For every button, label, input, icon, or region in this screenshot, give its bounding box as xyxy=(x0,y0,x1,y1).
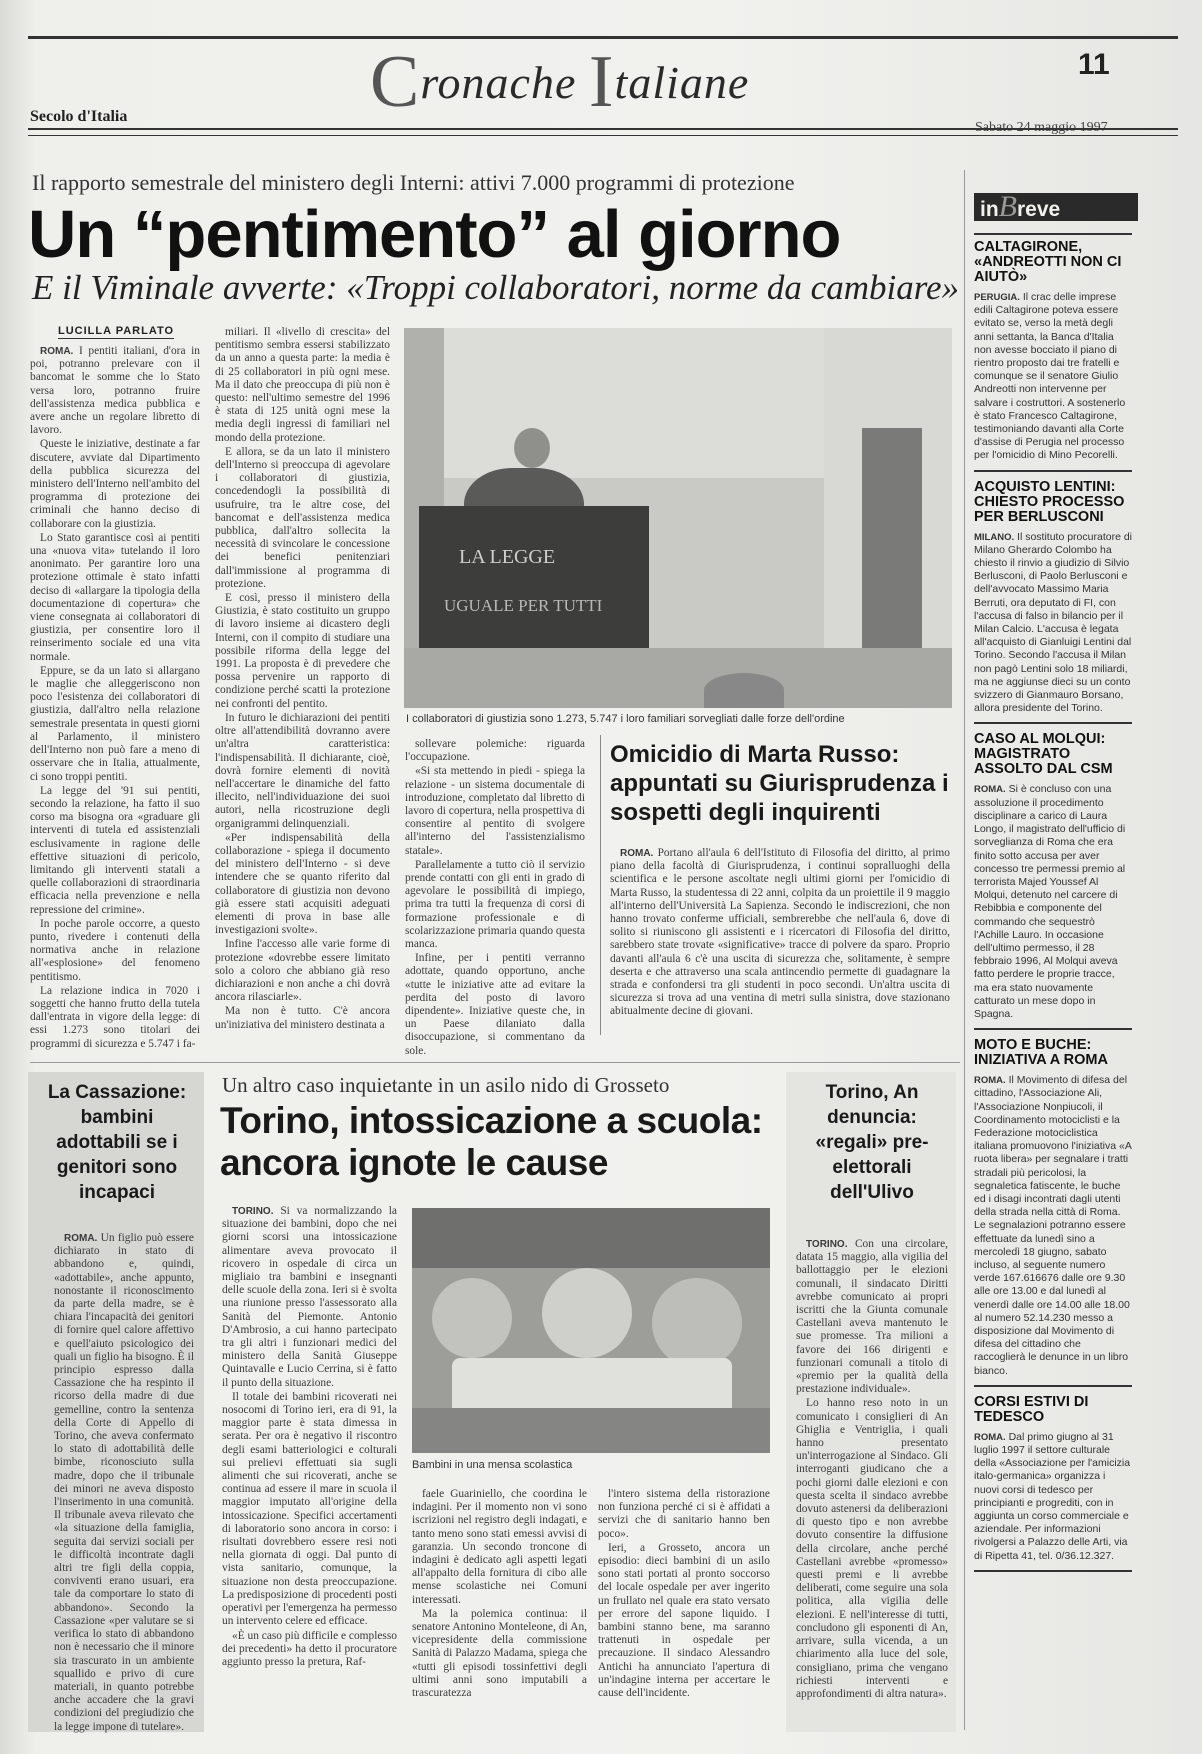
paragraph-text: Eppure, se da un lato si allargano le maglie che alleggeriscono non poco l'esistenza dei collaboratori di giustizia, dall'altro nella relazione semestrale presentata in questi giorni al Parlamento, il ministero dell'Interno non può fare a meno di osservare che in Italia, attualmente, ci sono troppi pentiti. xyxy=(30,664,200,783)
paragraph-text: «Per indispensabilità della collaborazione - spiega il documento del ministero dell'Interno - si deve intendere che se quanto riferito dal collaboratore di giustizia non devono già essere stati acquisiti adeguati elementi di prova in base alle investigazioni svolte». xyxy=(215,831,390,937)
header-rule-thin xyxy=(28,135,1178,136)
paragraph xyxy=(796,1238,948,1396)
lead-photo xyxy=(404,328,952,708)
brevi-item xyxy=(974,732,1132,1030)
marta-russo-headline: Omicidio di Marta Russo: appuntati su Giurisprudenza i sospetti degli inquirenti xyxy=(610,741,949,826)
lead-subhead: E il Viminale avverte: «Troppi collaboratori, norme da cambiare» xyxy=(32,268,960,307)
paragraph-text: Ma la polemica continua: il senatore Antonino Monteleone, di An, vicepresidente della commissione Sanità di Palazzo Madama, spiega che «tutti gli episodi tossinfettivi degli ultimi anni sono imputabili a trascuratezza xyxy=(412,1607,587,1700)
lead-column-3 xyxy=(405,738,585,1057)
torino-photo-caption: Bambini in una mensa scolastica xyxy=(412,1459,573,1471)
dateline: PERUGIA. xyxy=(974,292,1020,303)
torino-kicker: Un altro caso inquietante in un asilo nido di Grosseto xyxy=(222,1073,670,1097)
brevi-body: Il sostituto procuratore di Milano Gherardo Colombo ha chiesto il rinvio a giudizio di Silvio Berlusconi, di Paolo Berlusconi e dell'avvocato Massimo Maria Berruti, ora deputato di FI, con l'accusa di falso in bilancio per il Milan Calcio. L'accusa è legata all'acquisto di Gianluigi Lentini dal Torino. Secondo l'accusa il Milan non pagò Lentini solo 18 miliardi, ma ne aggiunse dieci su un conto svizzero di Gianmauro Borsano, allora presidente del Torino. xyxy=(974,530,1133,715)
paragraph xyxy=(30,532,200,664)
brevi-item xyxy=(974,480,1132,725)
lead-photo-caption: I collaboratori di giustizia sono 1.273, 5.747 i loro familiari sorvegliati dalle forze dell'ordine xyxy=(406,713,845,725)
brevi-item xyxy=(974,1038,1132,1387)
brevi-rule xyxy=(974,722,1132,724)
section-rule xyxy=(30,1062,960,1063)
paragraph xyxy=(222,1205,397,1390)
column-divider xyxy=(600,735,601,1035)
lead-kicker: Il rapporto semestrale del ministero degli Interni: attivi 7.000 programmi di protezione xyxy=(32,170,795,195)
paragraph-text: Si va normalizzando la situazione dei bambini, dopo che nei giorni scorsi una intossicazione alimentare aveva provocato il ricovero in ospedale di circa un migliaio tra bambini e insegnanti delle scuole della zona. Ieri si è svolta una riunione presso l'assessorato alla Sanità del Piemonte. Antonio D'Ambrosio, a cui hanno partecipato tra gli altri i funzionari medici del ministero della Sanità Giuseppe Quintavalle e Lucio Cerrina, si è fatto il punto della situazione. xyxy=(222,1205,397,1389)
brevi-rule xyxy=(974,470,1132,472)
paragraph xyxy=(215,712,390,831)
brevi-body: Si è concluso con una assoluzione il procedimento disciplinare a carico di Laura Longo, il magistrato dell'ufficio di sorveglianza di Roma che era finito sotto accusa per aver concesso tre permessi premio al terrorista Majed Youssef Al Molqui, detenuto nel carcere di Rebibbia e componente del commando che sequestrò l'Achille Lauro. In occasione dell'ultimo permesso, il 28 febbraio 1996, Al Molqui aveva fatto perdere le proprie tracce, ma era stato nuovamente catturato un mese dopo in Spagna. xyxy=(974,783,1126,1020)
dateline: ROMA. xyxy=(64,1233,98,1244)
paragraph xyxy=(30,785,200,917)
brevi-title: CORSI ESTIVI DI TEDESCO xyxy=(974,1393,1089,1425)
brevi-text xyxy=(974,1074,1132,1378)
paragraph-text: E allora, se da un lato il ministero dell'Interno si preoccupa di agevolare i collaboratori di giustizia, concedendogli la possibilità di usufruire, tra le altre cose, del bancomat e dell'assistenza medica pubblica, dall'altro sollecita la necessità di svincolare le concessione dei benefici penitenziari dall'immissione al programma di protezione. xyxy=(215,445,390,590)
sign-text-1: LA LEGGE xyxy=(459,546,556,568)
brevi-text xyxy=(974,291,1132,463)
paragraph-text: miliari. Il «livello di crescita» del pentitismo sembra essersi stabilizzato da un anno a questa parte: la media è di 25 collaboratori in più ogni mese. Ma il dato che preoccupa di più non è questo: nell'ultimo semestre del 1996 è stata di 125 unità ogni mese la media degli ingressi di familiari nel mondo della protezione. xyxy=(215,326,390,444)
cassazione-box xyxy=(28,1072,204,1732)
brevi-rule xyxy=(974,1570,1132,1572)
dateline: ROMA. xyxy=(974,1431,1006,1443)
dateline: ROMA. xyxy=(40,346,74,357)
paragraph xyxy=(30,345,200,437)
paragraph xyxy=(412,1488,587,1607)
paragraph-text: La legge del '91 sui pentiti, secondo la relazione, ha fatto il suo corso ma bisogna ora «graduare gli interventi di tutela ed assistenziali esclusivamente in ragione delle effettive situazioni di pericolo, limitando gli interventi statali a quelle collaborazioni di straordinaria efficacia nella prevenzione e nella repressione del crimine». xyxy=(30,784,200,916)
paragraph xyxy=(412,1608,587,1700)
brevi-text xyxy=(974,531,1132,716)
paragraph: Un figlio può essere dichiarato in stato di abbandono e, quindi, «adottabile», anche appunto, nonostante il riconoscimento da parte della madre, se è chiara l'incapacità dei genitori di fornire quel calore affettivo e quell'aiuto psicologico dei quali un figlio ha bisogno. È il principio espresso dalla Cassazione che ha respinto il ricorso della madre di due gemelline, contro la sentenza della Corte di Appello di Torino, che aveva confermato lo stato di adottabilità delle bimbe, riconosciuto sulla madre, dopo che il tribunale dei minori ne aveva disposto l'inserimento in una comunità. Il tribunale aveva rilevato che «la situazione della famiglia, seguita dai servizi sociali per le difficoltà incontrate dagli altri tre figli della coppia, conviventi erano usuari, era tale da comportare lo stato di abbandono». Secondo la Cassazione «per valutare se si verifica lo stato di abbandono non è necessario che il minore sia trascurato in un ambiente squallido e privo di cure materiali, in quanto potrebbe anche accadere che la gravi condizioni del pregiudizio che la legge impone di tutelare». xyxy=(54,1232,194,1733)
torino-column-3 xyxy=(598,1488,770,1728)
in-breve-logo: inBreve xyxy=(974,193,1138,221)
paragraph-text: Ieri, a Grosseto, ancora un episodio: dieci bambini di un asilo sono stati portati al pronto soccorso del locale ospedale per aver ingerito un frullato nel quale era stato versato per errore del sapone liquido. I bambini stanno bene, ma saranno trattenuti in ospedale per precauzione. Il sindaco Alessandro Antichi ha annunciato l'apertura di un'indagine interna per accertare le cause dell'incidente. xyxy=(598,1541,770,1700)
paragraph-text: «Si sta mettendo in piedi - spiega la relazione - un sistema documentale di introduzione, completato dal libretto di lavoro di copertura, nella prospettiva di consentire al pentito di svolgere all'interno del l'assistenzialismo statale». xyxy=(405,765,585,857)
paragraph-text: Lo hanno reso noto in un comunicato i consiglieri di An Ghiglia e Ventriglia, i quali hanno presentato un'interrogazione al Sindaco. Gli interroganti giudicano che a pochi giorni dalle elezioni e con questa scelta il sindaco avrebbe dovuto astenersi da deliberazioni di questo tipo e non avrebbe dovuto consentire la diffusione della circolare, anche perché Castellani avrebbe «promesso» questi premi e li avrebbe deliberati, come seguire una sola politica, alla vigilia delle elezioni. E nell'interesse di tutti, concludono gli esponenti di An, arrivare, sulla vicenda, a un chiarimento alla luce del sole, consigliano, prima che vengano richiesti interventi e approfondimenti di altra natura». xyxy=(796,1397,948,1700)
dateline: ROMA. xyxy=(620,848,654,859)
lead-column-1 xyxy=(30,345,200,1050)
sign-text-2: UGUALE PER TUTTI xyxy=(444,596,603,615)
paragraph xyxy=(222,1630,397,1670)
brevi-item xyxy=(974,240,1132,472)
dateline: ROMA. xyxy=(974,784,1006,796)
brevi-title: ACQUISTO LENTINI: CHIESTO PROCESSO PER BERLUSCONI xyxy=(974,478,1125,525)
top-rule xyxy=(28,36,1178,39)
paragraph xyxy=(215,938,390,1004)
brevi-rule xyxy=(974,1028,1132,1030)
paragraph-text: faele Guariniello, che coordina le indagini. Per il momento non vi sono iscrizioni nel registro degli indagati, e tanto meno sono stati emessi avvisi di garanzia. Un secondo troncone di indagini è dedicato agli aspetti legati all'appalto della fornitura di cibo alle mense scolastiche nei Comuni interessati. xyxy=(412,1488,587,1606)
dateline: ROMA. xyxy=(974,1075,1006,1087)
dateline: TORINO. xyxy=(232,1206,274,1217)
paragraph-text: In futuro le dichiarazioni dei pentiti oltre all'attendibilità dovranno avere un'altra caratteristica: l'indispensabilità. Il dichiarante, cioè, dovrà fornire elementi di novità nell'accertare le dinamiche del fatto illecito, nell'individuazione dei suoi autori, nella ricostruzione degli organigrammi delinquenziali. xyxy=(215,711,390,830)
torino-column-2 xyxy=(412,1488,587,1728)
lead-headline: Un “pentimento” al giorno xyxy=(28,197,841,272)
an-box xyxy=(786,1072,956,1732)
paragraph-text: Infine, per i pentiti verranno adottate, quando opportuno, anche «tutte le iniziative atte ad evitare la perdita del posto di lavoro dipendente». Iniziative queste che, in un Paese dilaniato dalla disoccupazione, si commentano da sole. xyxy=(405,952,585,1057)
dateline: MILANO. xyxy=(974,531,1015,543)
bench xyxy=(419,506,649,656)
paragraph-text: Ma non è tutto. C'è ancora un'iniziativa del ministero destinata a xyxy=(215,1005,390,1031)
paragraph-text: Il totale dei bambini ricoverati nei nosocomi di Torino ieri, era di 91, la maggior parte è stata dimessa in serata. Per ora è negativo il riscontro degli esami batteriologici e colturali sui prelievi effettuati sia sugli alimenti che sui ricoverati, anche se continua ad essere il mare in scuola il maggior imputato all'origine della intossicazione. Specifici accertamenti di laboratorio sono ancora in corso: i risultati dovrebbero essere resi noti nella giornata di oggi. Dal punto di vista sanitario, comunque, la situazione non desta preoccupazione. La predisposizione di procedenti posti operativi per l'emergenza ha permesso un intervento celere ed efficace. xyxy=(222,1390,397,1628)
an-headline: Torino, An denuncia: «regali» pre-elettorali dell'Ulivo xyxy=(815,1082,929,1203)
paragraph-text: l'intero sistema della ristorazione non funziona perché ci si è affidati a servizi che di sanitario hanno ben poco». xyxy=(598,1488,770,1540)
paragraph xyxy=(222,1391,397,1629)
paragraph-text: Con una circolare, datata 15 maggio, alla vigilia del ballottaggio per le elezioni comunali, il sindacato Diritti avrebbe comunicato ai propri iscritti che la Giunta comunale Castellani aveva mantenuto le sue promesse. Tra milioni a favore dei 166 dirigenti e funzionari comunali a titolo di «premio per la qualità della prestazione individuale». xyxy=(796,1238,948,1396)
an-body xyxy=(796,1238,948,1723)
paragraph xyxy=(30,665,200,784)
brevi-text xyxy=(974,783,1132,1021)
paragraph xyxy=(215,1005,390,1031)
dateline: TORINO. xyxy=(806,1239,848,1250)
brevi-text xyxy=(974,1431,1132,1563)
section-masthead: Cronache Italiane xyxy=(370,41,750,123)
page-number: 11 xyxy=(1078,48,1110,81)
paragraph xyxy=(405,952,585,1058)
brevi-title: CALTAGIRONE, «ANDREOTTI NON CI AIUTÒ» xyxy=(974,239,1122,285)
paragraph-text: In poche parole occorre, a questo punto, rivedere i contenuti della normativa anche in relazione all'«esplosione» del fenomeno pentitismo. xyxy=(30,917,200,983)
cassazione-body xyxy=(54,1232,194,1733)
paper-name: Secolo d'Italia xyxy=(30,108,128,125)
brevi-rule xyxy=(974,1385,1132,1387)
brevi-item xyxy=(974,1395,1132,1572)
lead-column-2 xyxy=(215,326,390,1036)
torino-column-1 xyxy=(222,1205,397,1725)
torino-headline: Torino, intossicazione a scuola: ancora ignote le cause xyxy=(220,1100,763,1183)
brevi-title: CASO AL MOLQUI: MAGISTRATO ASSOLTO DAL CSM xyxy=(974,731,1113,778)
paragraph xyxy=(598,1488,770,1541)
paragraph xyxy=(215,832,390,938)
paragraph xyxy=(215,446,390,591)
paragraph-text: Parallelamente a tutto ciò il servizio prende contatti con gli enti in grado di agevolare le possibilità di impiego, prima tra tutti la frequenza di corsi di formazione professionale e di scolarizzazione primaria quando questa manca. xyxy=(405,858,585,951)
brevi-body: Il crac delle imprese edili Caltagirone poteva essere evitato se, verso la metà degli anni settanta, la Banca d'Italia non avesse bocciato il piano di rientro proposto dai tre fratelli e comunque se il senatore Giulio Andreotti non intervenne per salvare i costruttori. A sostenerlo è stato Francesco Caltagirone, testimoniando davanti alla Corte d'assise di Perugia nel processo per l'omicidio di Mino Pecorelli. xyxy=(974,291,1126,462)
sidebar-divider xyxy=(964,170,965,1730)
paragraph-text: sollevare polemiche: riguarda l'occupazione. xyxy=(405,738,585,764)
cassazione-headline: La Cassazione: bambini adottabili se i genitori sono incapaci xyxy=(47,1082,187,1203)
paragraph-text: Lo Stato garantisce così ai pentiti una «nuova vita» tutelando il loro anonimato. Per garantire loro una protezione ottimale è stato infatti deciso di «allargare la tipologia della documentazione di copertura» che viene consegnata ai collaboratori di giustizia, per consentire loro il reinserimento sociale ed una vita normale. xyxy=(30,531,200,663)
sidebar-rule xyxy=(974,233,1132,235)
paragraph-text: E così, presso il ministero della Giustizia, è stato costituito un gruppo di lavoro insieme ai dicastero degli Interni, con il compito di studiare una possibile riforma della legge del 1991. La proposta è di prevedere che possa pervenire un rapporto di condizione perché scatti la protezione nei confronti del pentito. xyxy=(215,592,390,710)
header-rule xyxy=(28,128,1178,130)
paragraph-text: Infine l'accesso alle varie forme di protezione «dovrebbe essere limitato solo a coloro che abbiano già reso dichiarazioni e non anche a chi dovrà ancora rilasciarle». xyxy=(215,938,390,1004)
torino-photo xyxy=(412,1208,770,1453)
byline: LUCILLA PARLATO xyxy=(58,325,175,337)
brevi-list xyxy=(974,240,1132,1730)
brevi-body: Dal primo giugno al 31 luglio 1997 il settore culturale della «Associazione per l'amicizia italo-germanica» organizza i nuovi corsi di tedesco per principianti e progrediti, con in aggiunta un corso commerciale e aziendale. Per informazioni rivolgersi a Palazzo delle Arti, via di Ripetta 41, tel. 0/36.12.327. xyxy=(974,1430,1131,1562)
paragraph xyxy=(405,738,585,764)
paragraph xyxy=(30,918,200,984)
paragraph xyxy=(796,1397,948,1701)
paragraph-text: Queste le iniziative, destinate a far discutere, avviate dal Dipartimento della pubblica sicurezza del ministero dell'Interno nell'ambito del programma di protezione dei criminali che hanno deciso di collaborare con la giustizia. xyxy=(30,438,200,530)
paragraph xyxy=(405,859,585,951)
paragraph xyxy=(598,1542,770,1700)
paragraph xyxy=(215,326,390,445)
brevi-body: Il Movimento di difesa del cittadino, l'Associazione Ali, l'Associazione Nonpiucoli, il Coordinamento motociclisti e la Federazione motociclistica italiana promuovono l'iniziativa «A ruota libera» per segnalare i tratti stradali più pericolosi, la segnaletica fatiscente, le buche ed i disagi incontrati dagli utenti della strada nella città di Roma. Le segnalazioni potranno essere effettuate da lunedì sino a mercoledì 18 giugno, sabato incluso, al seguente numero verde 167.616676 dalle ore 9.30 alle ore 13.00 e dal lunedì al venerdì dalle ore 14.00 alle 18.00 al numero 52.14.230 messo a disposizione dal Movimento di difesa del cittadino che raccoglierà le denunce in un libro bianco. xyxy=(974,1074,1132,1377)
paragraph xyxy=(405,765,585,857)
marta-russo-body xyxy=(610,847,950,1035)
paragraph xyxy=(215,592,390,711)
paragraph: Portano all'aula 6 dell'Istituto di Filosofia del diritto, al primo piano della facoltà di Giurisprudenza, i continui sopralluoghi della scientifica e le persone ascoltate negli ultimi giorni per l'omicidio di Marta Russo, la studentessa di 22 anni, colpita da un proiettile il 9 maggio all'interno dell'Università La Sapienza. Secondo le indiscrezioni, che non hanno trovato conferme ufficiali, sembrerebbe che nell'aula 6, dove di solito si riuniscono gli assistenti e i ricercatori di Filosofia del diritto, sarebbero state trovate «significative» tracce di polvere da sparo. Proprio davanti all'aula 6 c'è una uscita di sicurezza che, solitamente, è sempre deserta e che attraverso una scala antincendio permette di guadagnare la strada e confondersi tra gli studenti in poco secondi. Un'altra uscita di sicurezza si trova ad una ventina di metri sulla sinistra, dove stazionano abitualmente decine di giovani. xyxy=(610,847,950,1018)
paragraph-text: «È un caso più difficile e complesso dei precedenti» ha detto il procuratore aggiunto presso la pretura, Raf- xyxy=(222,1629,397,1668)
paragraph xyxy=(30,438,200,530)
paragraph xyxy=(30,985,200,1051)
paragraph-text: La relazione indica in 7020 i soggetti che hanno frutto della tutela dall'entrata in vigore della legge: di essi 1.273 sono titolari dei programmi di sicurezza e 5.747 i fa- xyxy=(30,984,200,1050)
paragraph-text: I pentiti italiani, d'ora in poi, potranno prelevare con il bancomat le somme che lo Stato versa loro, potranno fruire dell'assistenza medica pubblica e avere anche un regolare libretto di lavoro. xyxy=(30,345,200,437)
brevi-title: MOTO E BUCHE: INIZIATIVA A ROMA xyxy=(974,1037,1108,1069)
